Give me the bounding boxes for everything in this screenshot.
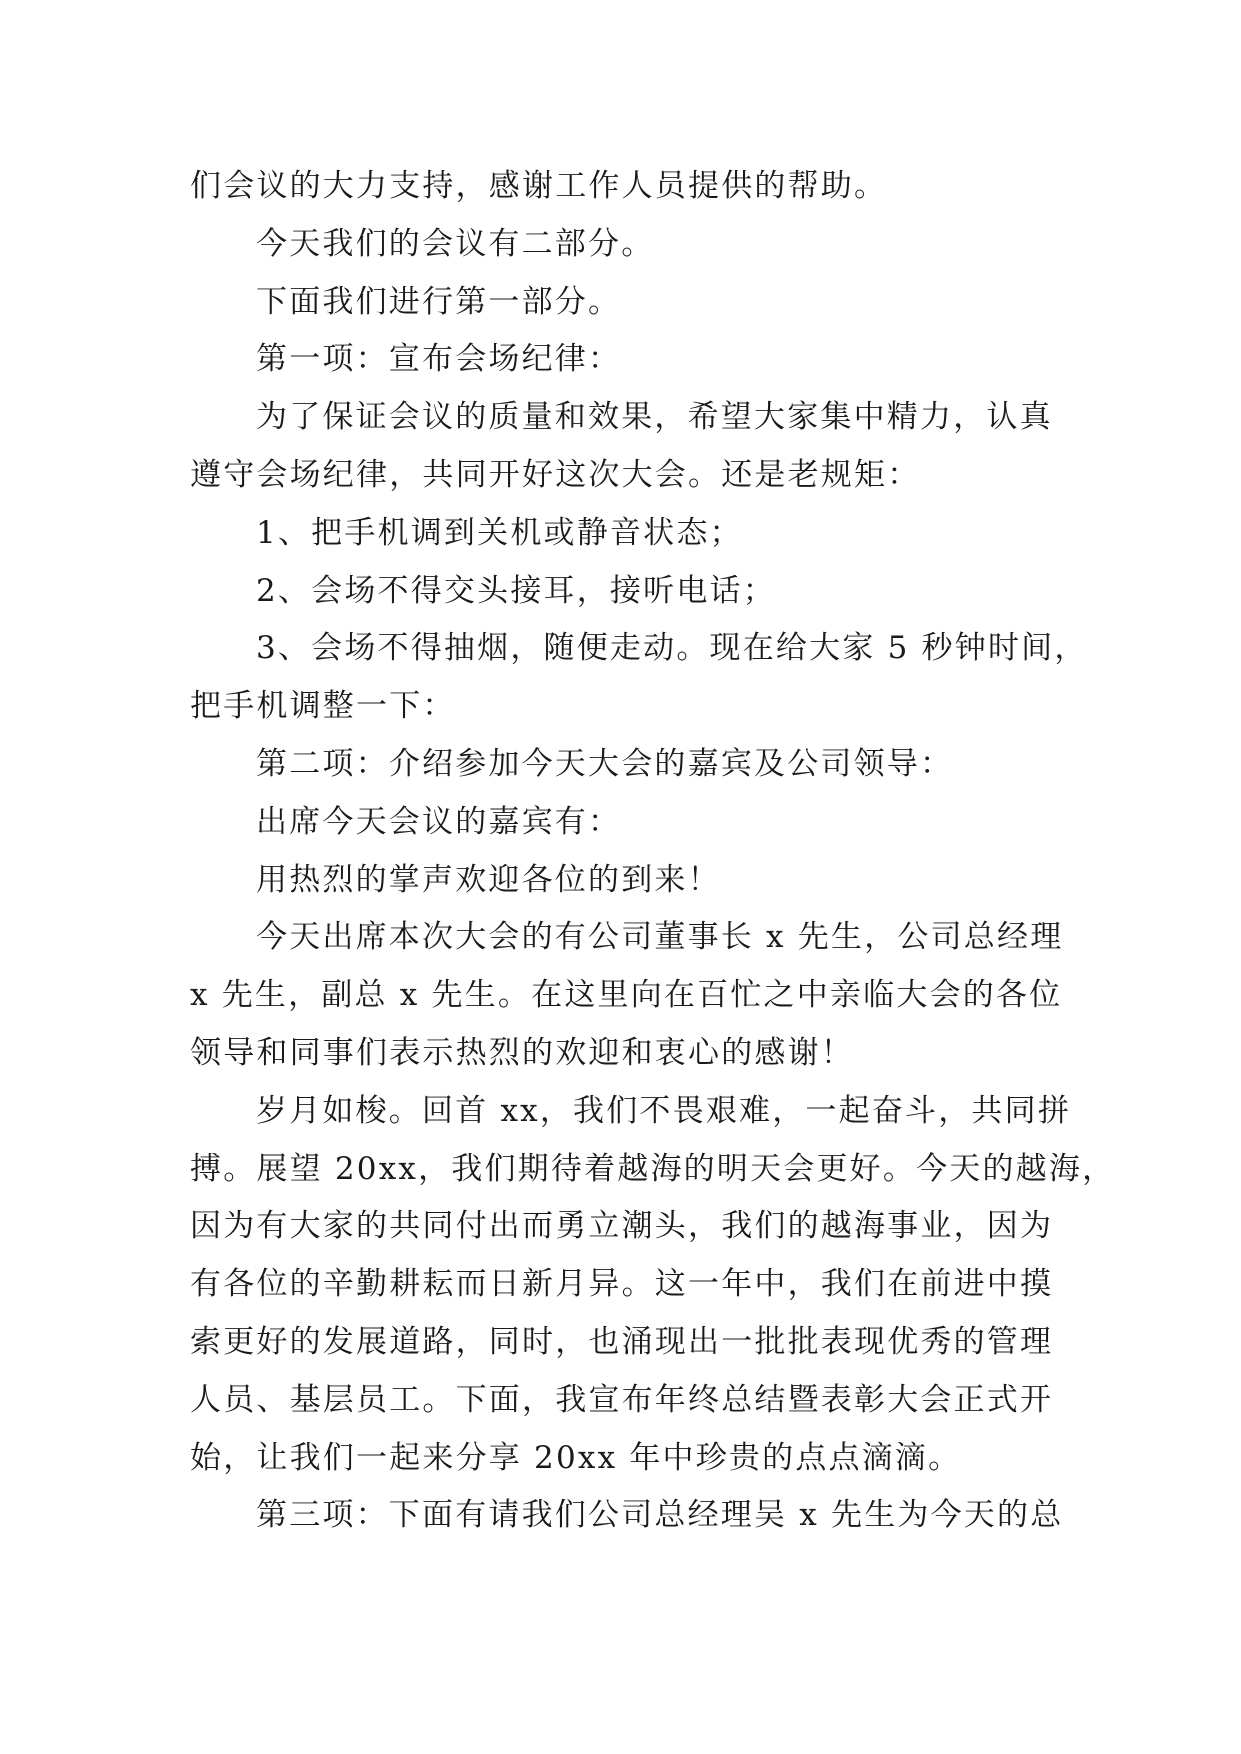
text-line: 搏。展望 20xx，我们期待着越海的明天会更好。今天的越海， [190,1150,1116,1187]
paragraph-continuation [190,158,1064,216]
text-line: 今天出席本次大会的有公司董事长 x 先生，公司总经理 [256,919,1064,956]
text-line: 第二项：介绍参加今天大会的嘉宾及公司领导： [256,745,954,782]
paragraph-rule-2 [190,563,1064,621]
paragraph-item-two-heading [190,736,1064,794]
text-line: 为了保证会议的质量和效果，希望大家集中精力，认真 [256,399,1053,436]
paragraph-item-one-heading [190,331,1064,389]
text-line: 第一项：宣布会场纪律： [256,341,622,378]
paragraph-rule-3 [190,620,1088,736]
paragraph-discipline-intro [190,389,1064,505]
text-line: 今天我们的会议有二部分。 [256,225,655,262]
text-line: 1、把手机调到关机或静音状态； [256,514,743,551]
text-line: 3、会场不得抽烟，随便走动。现在给大家 5 秒钟时间， [256,630,1088,667]
text-line: 岁月如梭。回首 xx，我们不畏艰难，一起奋斗，共同拼 [256,1092,1072,1129]
paragraph-item-three-heading [190,1487,1064,1545]
text-line: 下面我们进行第一部分。 [256,283,622,320]
paragraph-year-review [190,1083,1116,1488]
text-line: 领导和同事们表示热烈的欢迎和衷心的感谢！ [190,1034,854,1071]
document-body [190,158,1116,1545]
paragraph-rule-1 [190,505,1064,563]
paragraph-welcome [190,852,1064,910]
text-line: 们会议的大力支持，感谢工作人员提供的帮助。 [190,168,888,204]
text-line: 2、会场不得交头接耳，接听电话； [256,572,776,609]
text-line: 人员、基层员工。下面，我宣布年终总结暨表彰大会正式开 [190,1381,1054,1418]
paragraph-leaders [190,909,1064,1082]
text-line: 有各位的辛勤耕耘而日新月异。这一年中，我们在前进中摸 [190,1266,1054,1303]
text-line: 出席今天会议的嘉宾有： [256,803,622,840]
text-line: 索更好的发展道路，同时，也涌现出一批批表现优秀的管理 [190,1323,1054,1360]
text-line: x 先生，副总 x 先生。在这里向在百忙之中亲临大会的各位 [190,977,1063,1014]
text-line: 用热烈的掌声欢迎各位的到来！ [256,861,721,898]
paragraph-meeting-parts [190,216,1064,274]
text-line: 始，让我们一起来分享 20xx 年中珍贵的点点滴滴。 [190,1439,962,1476]
text-line: 把手机调整一下： [190,688,456,725]
text-line: 遵守会场纪律，共同开好这次大会。还是老规矩： [190,456,921,493]
text-line: 第三项：下面有请我们公司总经理吴 x 先生为今天的总 [256,1497,1064,1534]
paragraph-guests [190,794,1064,852]
paragraph-part-one-intro [190,274,1064,332]
text-line: 因为有大家的共同付出而勇立潮头，我们的越海事业，因为 [190,1208,1054,1245]
